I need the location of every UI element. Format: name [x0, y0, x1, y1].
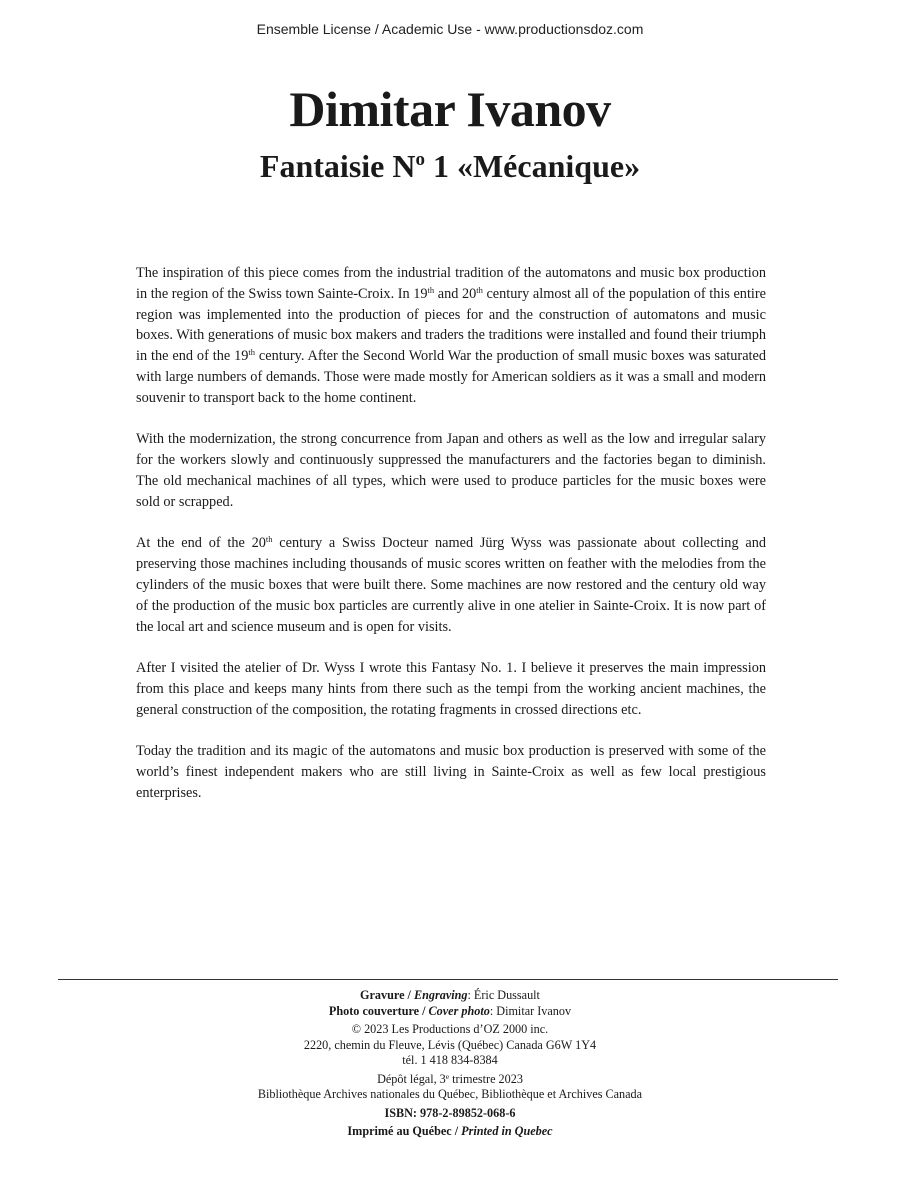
paragraph-1-text-c: century almost all of the population of this entire region was implemented into the production of pieces for and the construction of automatons and music boxes. With generations of music box makers and traders the traditions were installed and found their triumph in the end of the 19 — [136, 285, 767, 365]
address-line: 2220, chemin du Fleuve, Lévis (Québec) Canada G6W 1Y4 — [303, 1037, 597, 1052]
paragraph-4: After I visited the atelier of Dr. Wyss I wrote this Fantasy No. 1. I believe it preserves the main impression from this place and keeps many hints from there such as the tempi from the working ancient machines, the general construction of the composition, the rotating fragments in crossed directions etc. — [136, 660, 766, 718]
engraving-value: : Éric Dussault — [467, 988, 540, 1002]
photo-credit — [0, 1004, 900, 1020]
engraving-credit — [0, 988, 900, 1004]
superscript: th — [476, 284, 483, 295]
paragraph-3-text-a: At the end of the 20 — [136, 535, 266, 552]
printed-label-fr: Imprimé au Québec / — [347, 1124, 462, 1138]
paragraph-5: Today the tradition and its magic of the automatons and music box production is preserved with some of the world’s finest independent makers who are still living in Sainte-Croix as well as few local prestigious enterprises. — [136, 743, 766, 801]
license-header: Ensemble License / Academic Use - www.productionsdoz.com — [256, 21, 644, 37]
superscript: th — [248, 347, 256, 358]
footer-divider — [58, 979, 838, 980]
paragraph-1-text-b: and 20 — [434, 285, 477, 302]
paragraph-3-text-b: century a Swiss Docteur named Jürg Wyss was passionate about collecting and preserving those machines including thousands of music scores written on feather with the melodies from the cylinders of the music boxes that were built there. Some machines are now restored and the century old way of the production of the music box particles are currently alive in one atelier in Sainte-Croix. It is now part of the local art and science museum and is open for visits. — [136, 535, 767, 635]
libraries-line: Bibliothèque Archives nationales du Québec, Bibliothèque et Archives Canada — [257, 1087, 643, 1101]
paragraph-1-text-d: century. After the Second World War the production of small music boxes was saturated with large numbers of demands. Those were made mostly for American soldiers as it was a small and modern souvenir to transport back to the home continent. — [136, 348, 767, 406]
legal-deposit-text-a: Dépôt légal, 3 — [377, 1071, 446, 1086]
paragraph-1 — [136, 263, 766, 409]
engraving-label-en: Engraving — [413, 988, 468, 1002]
work-title — [0, 148, 900, 185]
isbn-line: ISBN: 978-2-89852-068-6 — [384, 1105, 516, 1120]
paragraph-3 — [136, 533, 766, 637]
credits-block — [0, 988, 900, 1140]
work-title-prefix: Fantaisie N — [259, 148, 416, 184]
phone-line: tél. 1 418 834-8384 — [402, 1053, 498, 1067]
legal-deposit-line — [0, 1072, 900, 1088]
superscript: th — [427, 284, 435, 295]
work-title-suffix: 1 «Mécanique» — [424, 148, 641, 184]
composer-name: Dimitar Ivanov — [289, 81, 611, 137]
photo-value: : Dimitar Ivanov — [489, 1003, 572, 1018]
printed-label-en: Printed in Quebec — [461, 1124, 553, 1138]
paragraph-2: With the modernization, the strong concurrence from Japan and others as well as the low and irregular salary for the workers slowly and continuously suppressed the manufacturers and the factories began to diminish. The old mechanical machines of all types, which were used to produce particles for the music boxes were sold or scrapped. — [136, 431, 766, 510]
superscript: e — [445, 1071, 450, 1081]
photo-label-fr: Photo couverture / — [328, 1003, 429, 1018]
superscript: th — [265, 534, 273, 545]
engraving-label-fr: Gravure / — [360, 988, 414, 1002]
printed-in-line — [0, 1124, 900, 1140]
program-notes — [136, 263, 766, 825]
photo-label-en: Cover photo — [428, 1003, 490, 1018]
paragraph-1-text-a: The inspiration of this piece comes from the industrial tradition of the automatons and music box production in the region of the Swiss town Sainte-Croix. In 19 — [136, 265, 766, 302]
work-title-superscript: o — [415, 149, 425, 170]
legal-deposit-text-b: trimestre 2023 — [449, 1071, 523, 1086]
copyright-line: © 2023 Les Productions d’OZ 2000 inc. — [351, 1022, 549, 1036]
